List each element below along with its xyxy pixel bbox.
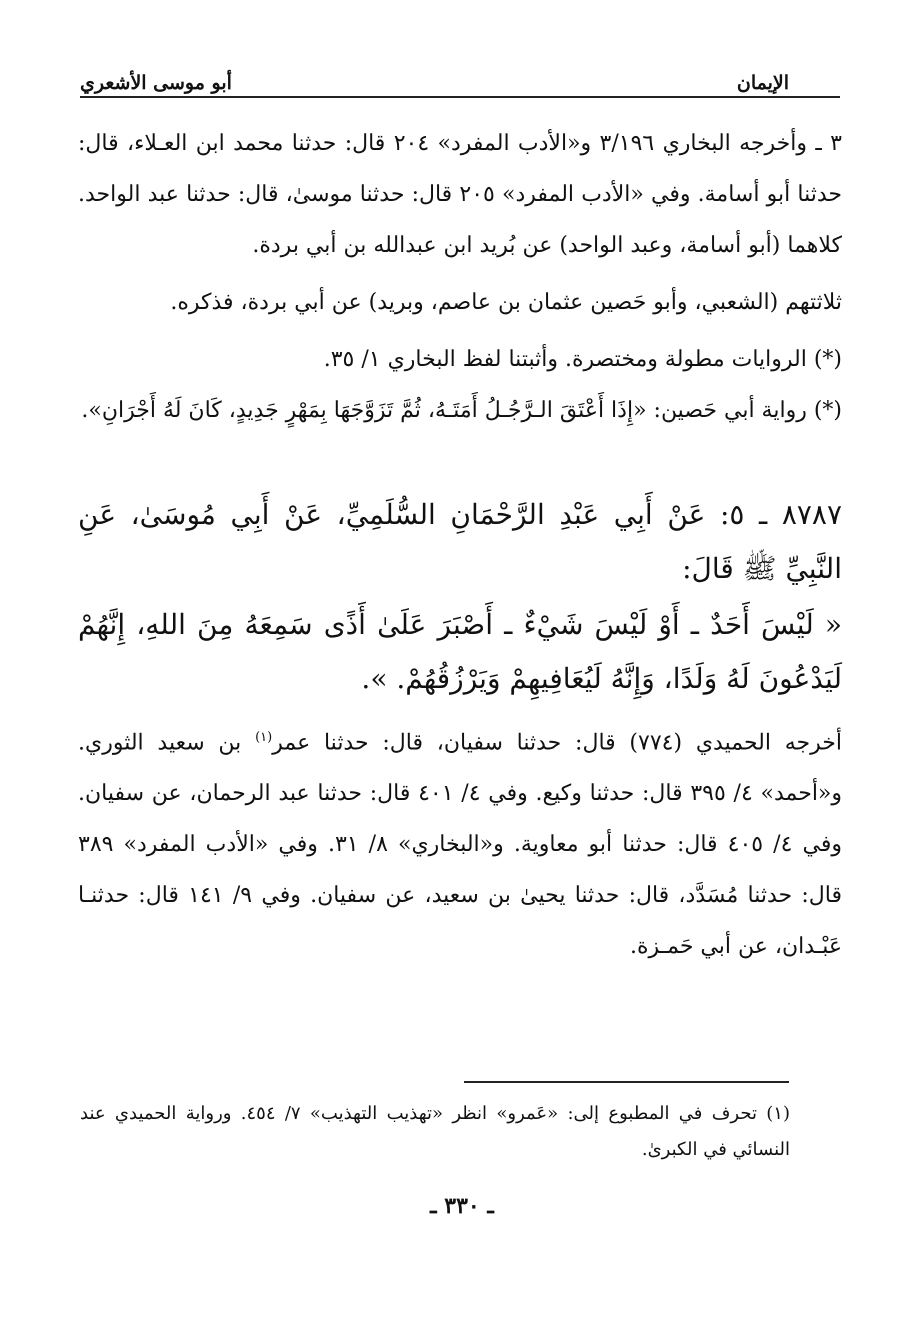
- page-body: [78, 118, 842, 972]
- footnote: (١) تحرف في المطبوع إلى: «عَمرو» انظر «تهذيب التهذيب» ٧/ ٤٥٤. ورواية الحميدي عند النسائي في الكبرىٰ.: [80, 1103, 790, 1160]
- takhrij-lead: أخرجه الحميدي (٧٧٤) قال: حدثنا سفيان، قال: حدثنا عمر: [272, 730, 842, 756]
- hadith-heading: ٨٧٨٧ ـ ٥: عَنْ أَبِي عَبْدِ الرَّحْمَانِ السُّلَمِيِّ، عَنْ أَبِي مُوسَىٰ، عَنِ النَّبِيِّ ﷺ قَالَ:: [78, 498, 842, 585]
- footnote-ref[interactable]: (١): [255, 730, 273, 745]
- takhrij-rest: بن سعيد الثوري. و«أحمد» ٤/ ٣٩٥ قال: حدثنا وكيع. وفي ٤/ ٤٠١ قال: حدثنا عبد الرحمان، عن سفيان. وفي ٤/ ٤٠٥ قال: حدثنا أبو معاوية. و«البخاري» ٨/ ٣١. وفي «الأدب المفرد» ٣٨٩ قال: حدثنا مُسَدَّد، قال: حدثنا يحيىٰ بن سعيد، عن سفيان. وفي ٩/ ١٤١ قال: حدثنـا عَبْـدان، عن أبي حَمـزة.: [78, 730, 843, 960]
- paragraph-summary: ثلاثتهم (الشعبي، وأبو حَصين عثمان بن عاصم، وبريد) عن أبي بردة، فذكره.: [170, 290, 842, 315]
- hadith-text: « لَيْسَ أَحَدٌ ـ أَوْ لَيْسَ شَيْءٌ ـ أَصْبَرَ عَلَىٰ أَذًى سَمِعَهُ مِنَ اللهِ، إِنَّهُمْ لَيَدْعُونَ لَهُ وَلَدًا، وَإِنَّهُ لَيُعَافِيهِمْ وَيَرْزُقُهُمْ. ».: [78, 608, 842, 695]
- running-header-chapter: الإيمان: [736, 72, 789, 94]
- header-rule: [80, 96, 840, 98]
- note-riwayat: (*) الروايات مطولة ومختصرة. وأثبتنا لفظ البخاري ١/ ٣٥.: [323, 347, 842, 372]
- page-number: ـ ٣٣٠ ـ: [430, 1193, 494, 1219]
- running-header-author: أبو موسى الأشعري: [80, 72, 232, 94]
- footnote-rule: [464, 1081, 789, 1083]
- note-abu-hasin: (*) رواية أبي حَصين: «إِذَا أَعْتَقَ الـرَّجُـلُ أَمَتَـهُ، ثُمَّ تَزَوَّجَهَا بِمَهْرٍ جَدِيدٍ، كَانَ لَهُ أَجْرَانِ».: [81, 398, 842, 423]
- paragraph-takhrij-3: ٣ ـ وأخرجه البخاري ٣/١٩٦ و«الأدب المفرد» ٢٠٤ قال: حدثنا محمد ابن العـلاء، قال: حدثنا أبو أسامة. وفي «الأدب المفرد» ٢٠٥ قال: حدثنا موسىٰ، قال: حدثنا عبد الواحد. كلاهما (أبو أسامة، وعبد الواحد) عن بُريد ابن عبدالله بن أبي بردة.: [78, 131, 843, 258]
- paragraph-takhrij-main: [78, 712, 842, 972]
